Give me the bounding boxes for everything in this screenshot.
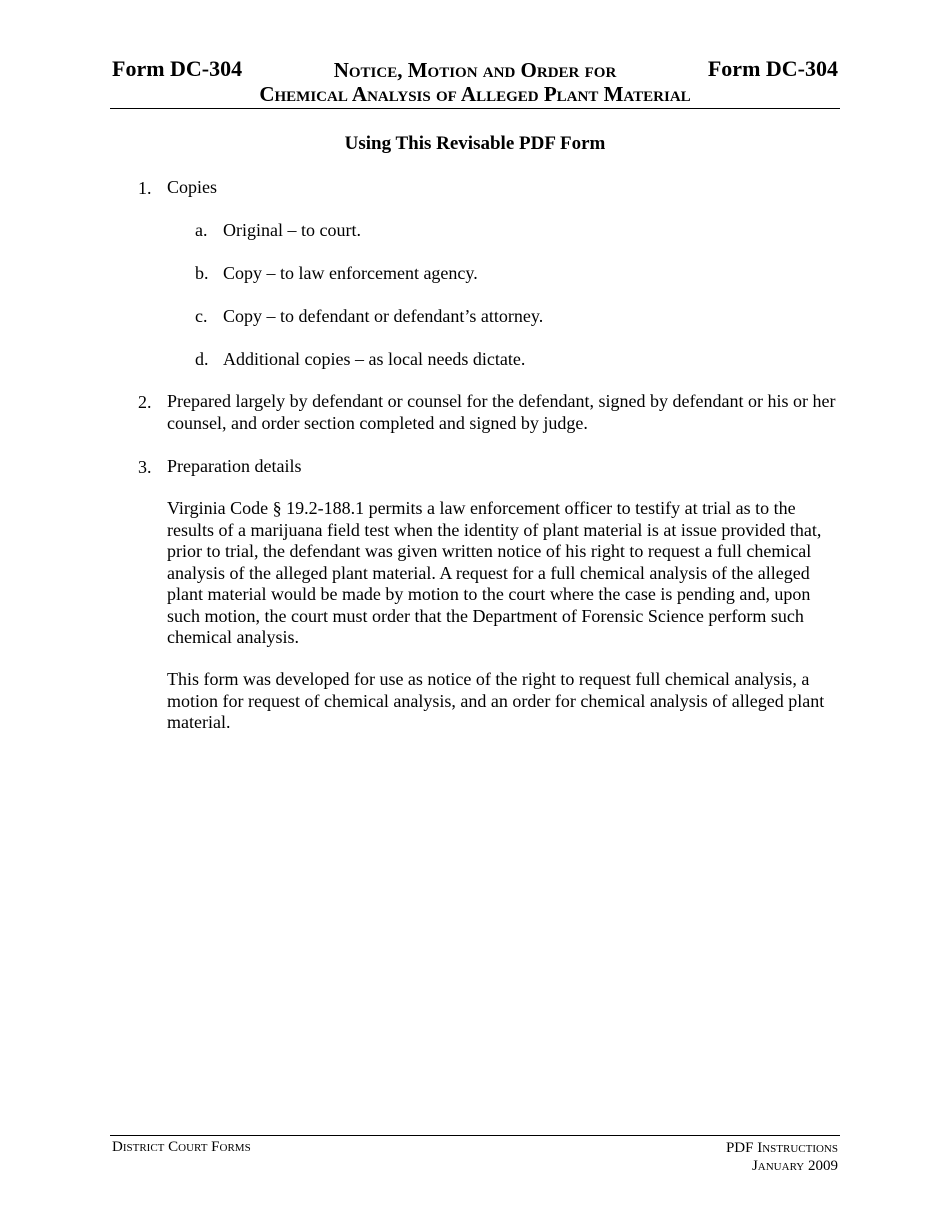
subitem-text: Additional copies – as local needs dictate. <box>223 349 526 369</box>
subitem-text: Copy – to defendant or defendant’s attorney. <box>223 306 544 326</box>
subitem-letter: c. <box>195 306 208 326</box>
form-number-left: Form DC-304 <box>112 56 243 81</box>
item-number: 2. <box>138 392 152 412</box>
form-title-line1: Notice, Motion and Order for <box>333 58 617 82</box>
footer-right-line1: PDF Instructions <box>725 1140 838 1156</box>
item-number: 1. <box>138 178 152 198</box>
footer-left: District Court Forms <box>112 1139 251 1155</box>
paragraph: Virginia Code § 19.2-188.1 permits a law enforcement officer to testify at trial as to the results of a marijuana field test when the identity of plant material is at issue provided that, prior to trial, the defendant was given written notice of his right to request a full chemical analysis of the alleged plant material. A request for a full chemical analysis of the alleged plant material would be made by motion to the court where the case is pending and, upon such motion, the court must order that the Department of Forensic Science perform such chemical analysis. <box>167 498 822 647</box>
footer-right-line2: January 2009 <box>751 1158 838 1174</box>
subitem-letter: a. <box>195 220 208 240</box>
paragraph: This form was developed for use as notice of the right to request full chemical analysis, a motion for request of chemical analysis, and an order for chemical analysis of alleged plant material. <box>167 669 825 732</box>
page-header <box>110 54 840 109</box>
subitem-letter: d. <box>195 349 209 369</box>
section-title: Using This Revisable PDF Form <box>344 133 606 154</box>
item-text: Preparation details <box>167 456 302 476</box>
subitem-text: Copy – to law enforcement agency. <box>223 263 478 283</box>
page-footer <box>110 1135 840 1180</box>
item-text: Copies <box>167 177 218 197</box>
item-number: 3. <box>138 457 152 477</box>
form-number-right: Form DC-304 <box>707 56 838 81</box>
subitem-letter: b. <box>195 263 209 283</box>
item-text: Prepared largely by defendant or counsel for the defendant, signed by defendant or his or her counsel, and order section completed and signed by judge. <box>167 391 836 433</box>
form-title-line2: Chemical Analysis of Alleged Plant Material <box>259 82 691 106</box>
subitem-text: Original – to court. <box>223 220 361 240</box>
footer-right <box>726 1139 838 1175</box>
